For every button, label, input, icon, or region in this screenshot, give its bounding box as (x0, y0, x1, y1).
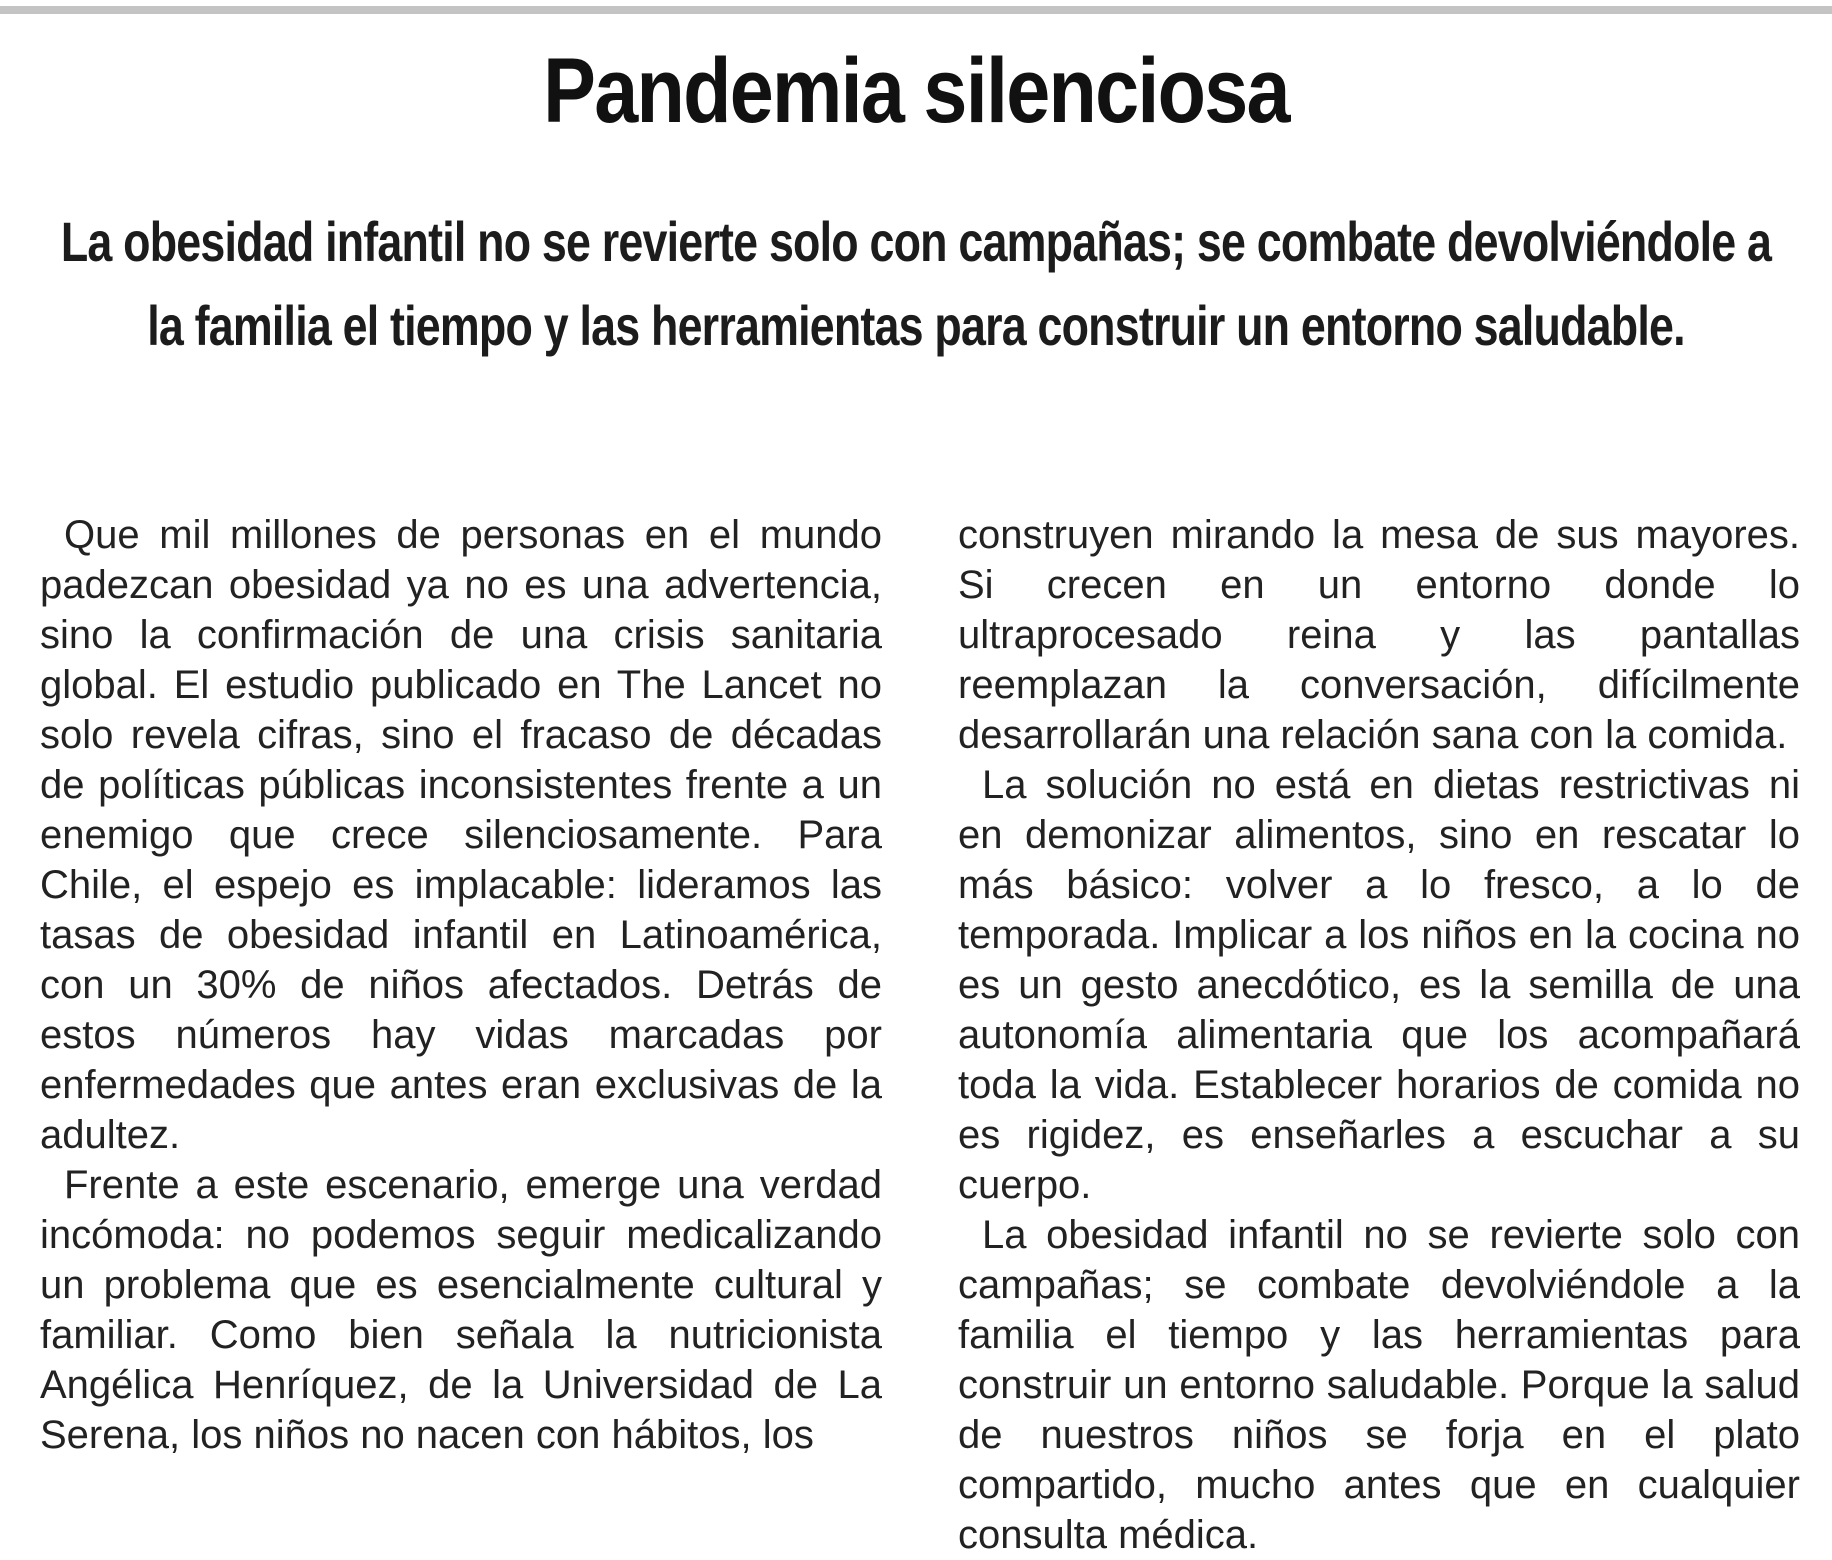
paragraph: La obesidad infantil no se revierte solo con campañas; se combate devolviéndole a la familia el tiempo y las herramientas para construir un entorno saludable. Porque la salud de nuestros niños se forja en el plato compartido, mucho antes que en cualquier consulta médica. (958, 1213, 1800, 1557)
article-body (40, 510, 1800, 1560)
deck-subheadline (40, 200, 1792, 368)
deck-text: La obesidad infantil no se revierte solo con campañas; se combate devolviéndole a la familia el tiempo y las herramientas para construir un entorno saludable. (60, 210, 1772, 357)
right-column (958, 510, 1800, 1560)
left-column (40, 510, 882, 1560)
top-divider (0, 6, 1832, 14)
headline: Pandemia silenciosa (543, 40, 1289, 142)
paragraph: Que mil millones de personas en el mundo padezcan obesidad ya no es una advertencia, sino la confirmación de una crisis sanitaria global. El estudio publicado en The Lancet no solo revela cifras, sino el fracaso de décadas de políticas públicas inconsistentes frente a un enemigo que crece silenciosamente. Para Chile, el espejo es implacable: lideramos las tasas de obesidad infantil en Latinoamérica, con un 30% de niños afectados. Detrás de estos números hay vidas marcadas por enfermedades que antes eran exclusivas de la adultez. (40, 513, 882, 1157)
paragraph: La solución no está en dietas restrictivas ni en demonizar alimentos, sino en rescatar lo más básico: volver a lo fresco, a lo de temporada. Implicar a los niños en la cocina no es un gesto anecdótico, es la semilla de una autonomía alimentaria que los acompañará toda la vida. Establecer horarios de comida no es rigidez, es enseñarles a escuchar a su cuerpo. (958, 763, 1800, 1207)
paragraph-continuation: construyen mirando la mesa de sus mayores. Si crecen en un entorno donde lo ultraprocesado reina y las pantallas reemplazan la conversación, difícilmente desarrollarán una relación sana con la comida. (958, 513, 1800, 757)
paragraph: Frente a este escenario, emerge una verdad incómoda: no podemos seguir medicalizando un problema que es esencialmente cultural y familiar. Como bien señala la nutricionista Angélica Henríquez, de la Universidad de La Serena, los niños no nacen con hábitos, los (40, 1163, 882, 1457)
